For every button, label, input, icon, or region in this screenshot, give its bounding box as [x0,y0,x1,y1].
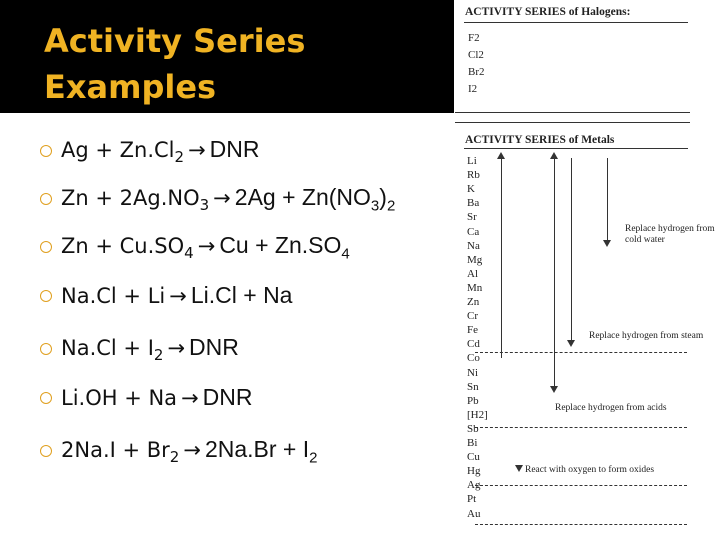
metal-item: Fe [467,324,478,337]
divider [455,122,690,123]
example-item: $Zn + Cu.SO_4 \to Cu + Zn.SO_4$ [40,232,350,263]
example-item: $Zn + 2Ag.NO_3 \to 2Ag + Zn(NO_3)_2$ [40,184,395,215]
divider [455,112,690,113]
dashed-divider [475,524,687,525]
note-acids: Replace hydrogen from acids [555,403,667,413]
bullet-icon [40,290,52,302]
note-oxygen: React with oxygen to form oxides [525,465,655,475]
arrow-icon: → [181,386,199,410]
metal-item: Na [467,239,480,252]
title-line-1: Activity Series [44,22,306,60]
example-item [40,384,253,411]
metal-item: Mg [467,253,483,266]
halogen-item: F2 [468,32,480,44]
reactants: Li.OH + Na [61,386,178,410]
reactants: Zn + Cu.SO [61,234,185,258]
dashed-divider [475,352,687,353]
arrow-down-icon [567,340,575,347]
metal-item: Cr [467,310,478,323]
metal-item: Cu [467,451,480,464]
metal-item: Pt [467,493,477,506]
products: DNR [202,384,253,410]
bullet-icon [40,445,52,457]
bullet-icon [40,145,52,157]
halogen-item: Br2 [468,66,485,78]
note-cold-water: Replace hydrogen from cold water [625,224,715,245]
page-title [44,18,305,110]
arrow-icon: → [183,438,201,462]
arrow-icon: → [167,336,186,360]
products: 2Ag + Zn(NO [234,184,371,210]
bullet-icon [40,193,52,205]
halogens-title: ACTIVITY SERIES of Halogens: [465,6,631,18]
example-item: $2Na.I + Br_2 \to 2Na.Br + I_2$ [40,436,317,467]
metal-item: K [467,183,475,196]
arrow-down-icon [603,240,611,247]
metal-item: Ca [467,225,480,238]
arrow-line [501,158,502,358]
dashed-divider [475,427,687,428]
metal-item: Bi [467,437,478,449]
metal-item: Hg [467,465,481,478]
arrow-line [607,158,608,242]
arrow-icon: → [169,284,187,308]
metal-item: Co [467,352,480,365]
metal-item: Sb [467,422,479,435]
metal-item: Li [467,155,477,167]
note-steam: Replace hydrogen from steam [589,331,704,341]
metal-item: Ni [467,366,478,379]
dashed-divider [475,485,687,486]
products: DNR [189,334,239,360]
halogen-item: I2 [468,83,478,95]
metal-item: Al [467,267,478,280]
products: 2Na.Br + I [204,436,310,462]
metal-item: Sn [467,380,479,393]
metal-item: Pb [467,394,479,407]
example-item [40,282,292,309]
metal-item: [H2] [467,408,488,421]
arrow-up-icon [550,152,558,159]
metal-item: Zn [467,296,480,308]
arrow-icon: → [213,186,231,210]
reactants: Na.Cl + Li [61,284,166,308]
products: Li.Cl + Na [190,282,293,308]
example-item: $Na.Cl + I_2$ → DNR [40,334,239,364]
example-item: $Ag + Zn.Cl_2$ → DNR [40,136,260,166]
arrow-down-icon [550,386,558,393]
products: Cu + Zn.SO [219,232,342,258]
reactants: Na.Cl + I [61,336,154,360]
divider [464,148,688,149]
title-line-2: Examples [44,68,217,106]
arrow-icon: → [188,138,206,162]
metal-item: Cd [467,338,480,351]
bullet-icon [40,392,52,404]
arrow-line [571,158,572,341]
metal-item: Ag [467,479,481,492]
reactants: Ag + Zn.Cl [61,138,175,162]
arrow-icon: → [197,234,216,258]
title-bar [0,0,454,113]
metal-item: Mn [467,281,483,294]
halogen-item: Cl2 [468,49,484,61]
arrow-down-icon [515,465,523,472]
bullet-icon [40,343,52,355]
arrow-up-icon [497,152,505,159]
activity-series-chart [455,0,720,540]
divider [464,22,688,23]
metals-title: ACTIVITY SERIES of Metals [465,134,615,146]
products: DNR [209,136,260,162]
metal-item: Rb [467,169,480,182]
arrow-line [554,158,555,388]
bullet-icon [40,241,52,253]
metal-item: Sr [467,211,477,224]
reactants: Zn + 2Ag.NO [61,186,200,210]
reactants: 2Na.I + Br [61,438,170,462]
metal-item: Ba [467,197,480,210]
metal-item: Au [467,507,481,520]
